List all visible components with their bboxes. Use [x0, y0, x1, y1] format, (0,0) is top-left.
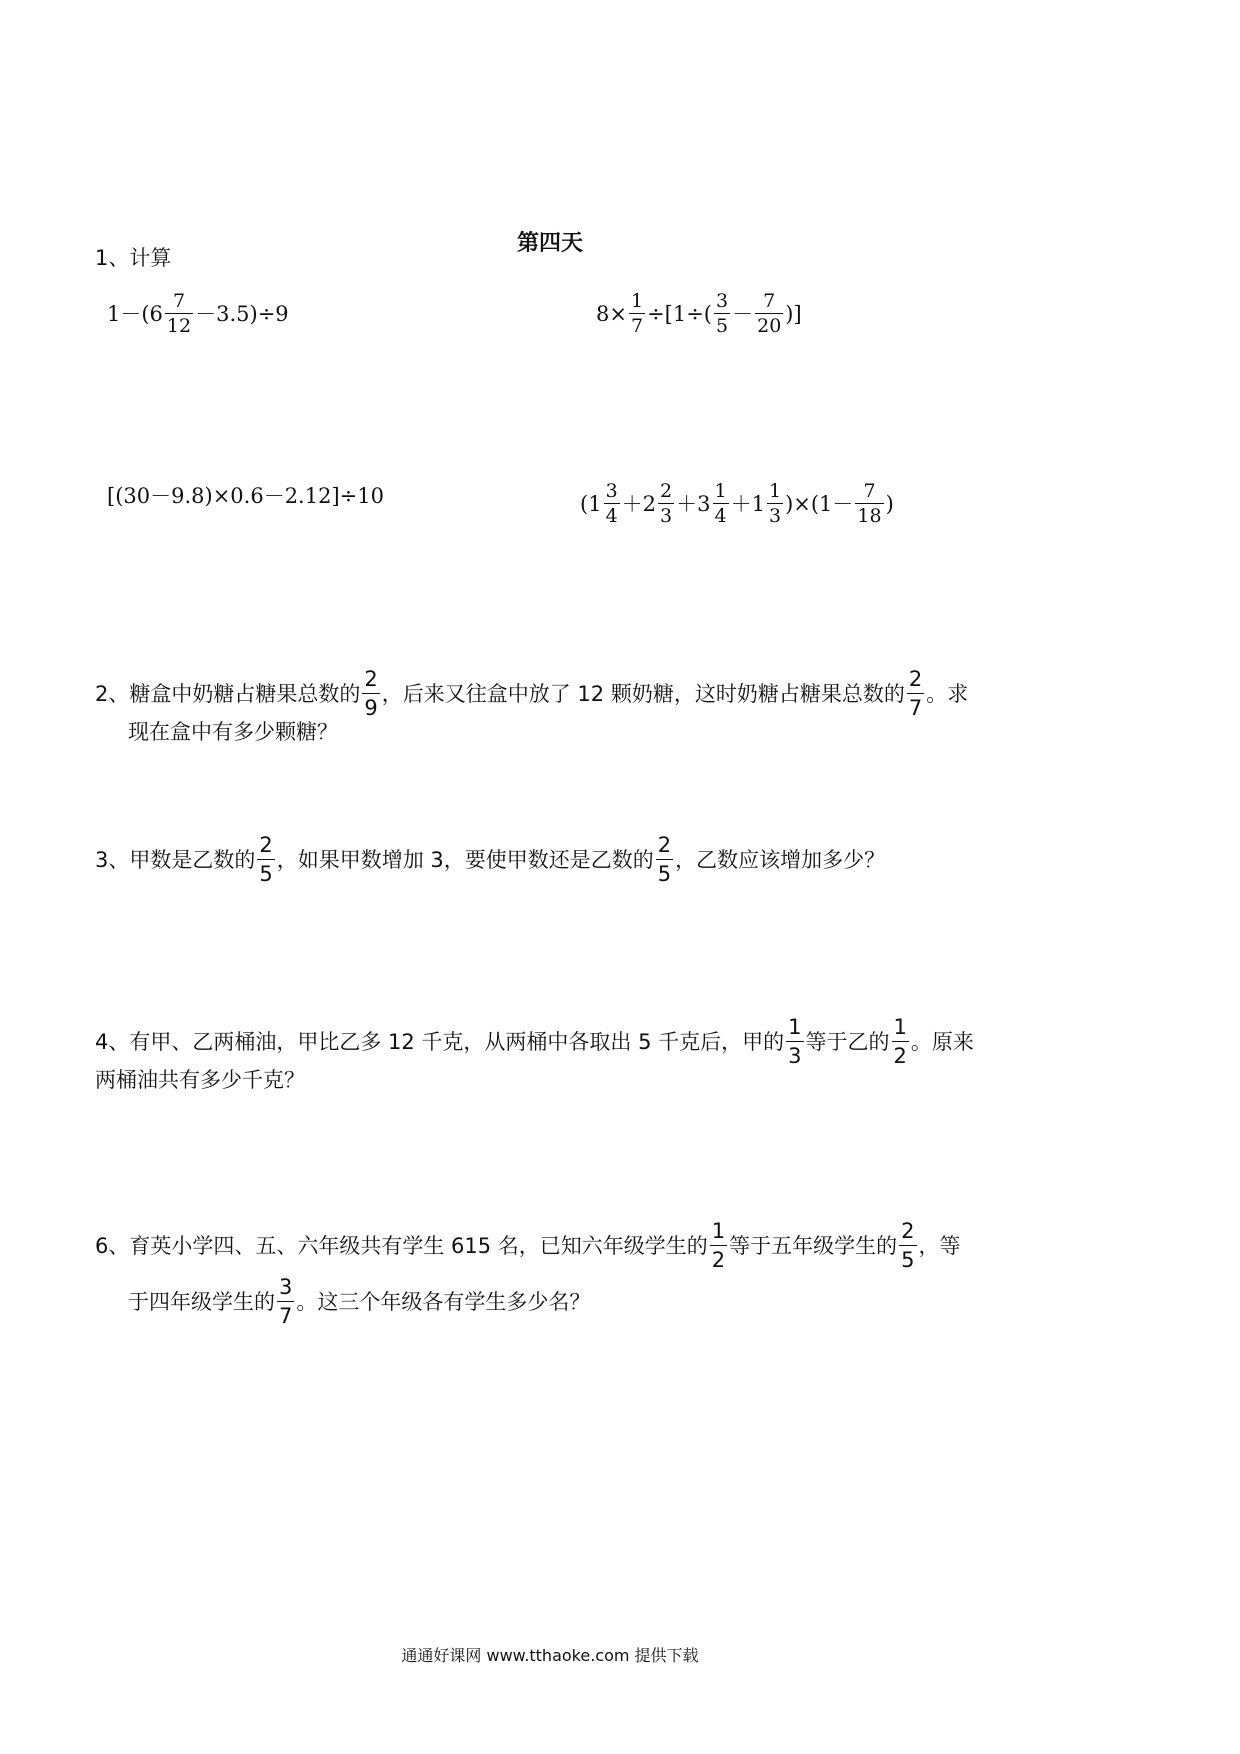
fraction: $\frac{2}{9}$	[364, 667, 378, 720]
fraction: $\frac{3}{5}$	[716, 290, 729, 337]
question-6: 6、育英小学四、五、六年级共有学生 615 名，已知六年级学生的 $\frac{1}{2}$ 等于五年级学生的 $\frac{2}{5}$ ，等	[95, 1219, 961, 1272]
fraction: $\frac{7}{18}$	[857, 480, 882, 527]
question-4-line-2: 两桶油共有多少千克？	[95, 1068, 305, 1092]
fraction: $\frac{7}{12}$	[166, 290, 192, 337]
question-2-line-2: 现在盒中有多少颗糖？	[128, 720, 338, 744]
question-3: 3、甲数是乙数的 $\frac{2}{5}$ ，如果甲数增加 3，要使甲数还是乙数的 $\frac{2}{5}$ ，乙数应该增加多少？	[95, 833, 886, 886]
fraction: $\frac{2}{7}$	[908, 667, 923, 720]
fraction: $\frac{1}{7}$	[630, 290, 644, 337]
fraction: $\frac{2}{5}$	[657, 833, 672, 886]
q1-label: 1、计算	[95, 246, 172, 270]
fraction: $\frac{2}{3}$	[660, 480, 673, 527]
expr-4: (1 $\frac{3}{4}$ ＋2 $\frac{2}{3}$ ＋3 $\frac{1}{4}$ ＋1 $\frac{1}{3}$ )×(1－ $\frac{7}{18}$ )	[580, 480, 894, 527]
fraction: $\frac{2}{5}$	[901, 1219, 915, 1272]
page-title: 第四天	[516, 231, 583, 256]
question-6-line-2: 于四年级学生的 $\frac{3}{7}$ 。这三个年级各有学生多少名？	[128, 1275, 591, 1328]
question-4: 4、有甲、乙两桶油，甲比乙多 12 千克，从两桶中各取出 5 千克后，甲的 $\frac{1}{3}$ 等于乙的 $\frac{1}{2}$ 。原来	[95, 1015, 974, 1068]
question-2: 2、糖盒中奶糖占糖果总数的 $\frac{2}{9}$ ，后来又往盒中放了 12 颗奶糖，这时奶糖占糖果总数的 $\frac{2}{7}$ 。求	[95, 667, 969, 720]
expr-1: 1－(6 $\frac{7}{12}$ －3.5)÷9	[107, 290, 289, 337]
fraction: $\frac{3}{7}$	[279, 1275, 293, 1328]
fraction: $\frac{1}{3}$	[768, 480, 782, 527]
fraction: $\frac{1}{3}$	[788, 1015, 802, 1068]
fraction: $\frac{2}{5}$	[259, 833, 273, 886]
footer-text: 通通好课网 www.tthaoke.com 提供下载	[401, 1646, 699, 1665]
fraction: $\frac{1}{2}$	[893, 1015, 907, 1068]
expr-3: [(30－9.8)×0.6－2.12]÷10	[107, 484, 384, 508]
fraction: $\frac{1}{4}$	[714, 480, 727, 527]
fraction: $\frac{3}{4}$	[605, 480, 618, 527]
fraction: $\frac{7}{20}$	[757, 290, 782, 337]
fraction: $\frac{1}{2}$	[711, 1219, 726, 1272]
expr-2: 8× $\frac{1}{7}$ ÷[1÷( $\frac{3}{5}$ － $\frac{7}{20}$ )]	[596, 290, 802, 337]
